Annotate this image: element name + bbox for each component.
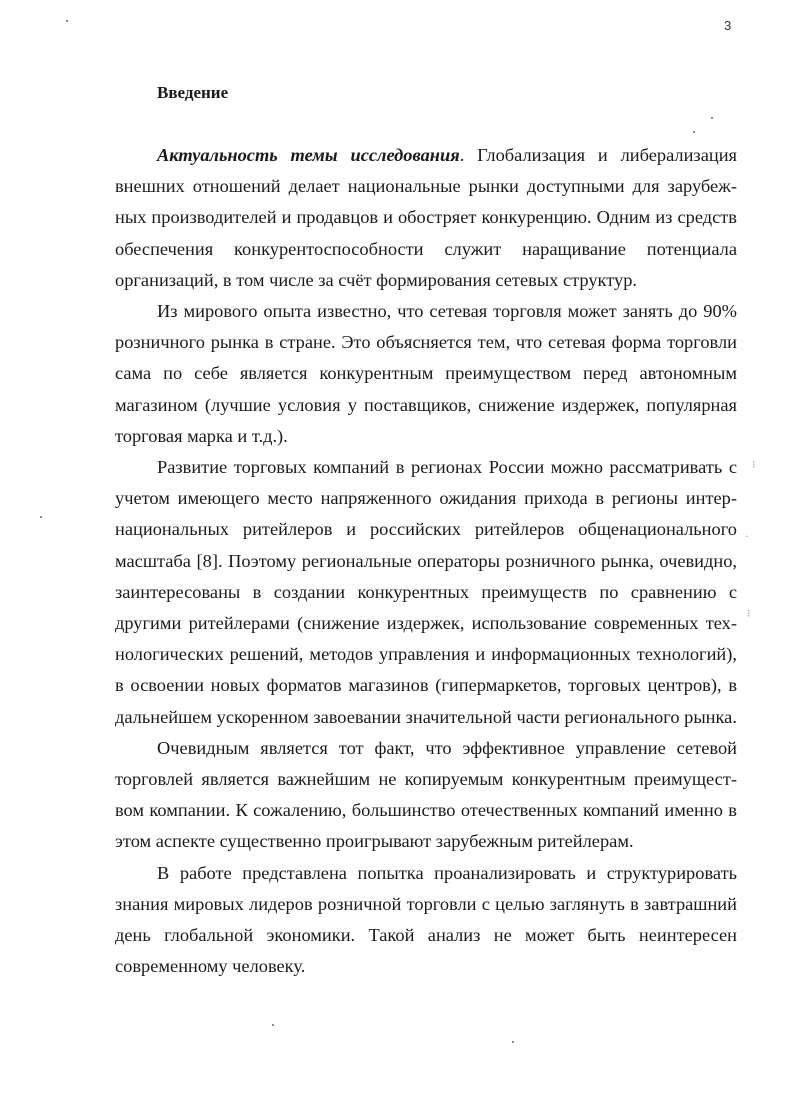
scan-edge-mark: ⁝ [747,607,751,620]
scan-speck [272,1024,274,1026]
section-heading: Введение [157,83,229,102]
paragraph-regional-development: Развитие торговых компаний в регионах России можно рассматривать с учетом имеющего место напряженного ожидания прихода в регионы интернациональных ритейлеров и российских ритейлеров общенационального масштаба [8]. Поэтому региональные операторы розничного рынка, очевидно, заинтересованы в создании конкурентных преимуществ по сравнению с другими ритейлерами (снижение издержек, использование современных технологических решений, методов управления и информационных технологий), в освоении новых форматов магазинов (гипермаркетов, торговых центров), в дальнейшем ускоренном завоевании значительной части регионального рынка. [115,457,737,727]
paragraph-lead: Актуальность темы исследования [157,145,460,165]
paragraph-relevance [115,140,737,296]
paragraph-network-management: Очевидным является тот факт, что эффективное управление сетевой торговлей является важнейшим не копируемым конкурентным преимуществом компании. К сожалению, большинство отечественных компаний именно в этом аспекте существенно проигрывают зарубежным ритейлерам. [115,737,737,852]
scan-speck [711,117,713,119]
page-number: 3 [724,18,732,33]
scan-speck [693,131,695,133]
scan-speck [66,20,68,22]
paragraph-work-goal: В работе представлена попытка проанализировать и структурировать знания мировых лидеров розничной торговли с целью заглянуть в завтрашний день глобальной экономики. Такой анализ не может быть неинтересен современному человеку. [115,862,737,977]
body-text [115,140,737,982]
scan-speck [512,1041,514,1043]
scan-speck [40,516,42,518]
paragraph-text: . Глобализация и либерализация внешних отношений делает национальные рынки доступными для зарубежных производителей и продавцов и обостряет конкуренцию. Одним из средств обеспечения конкурентоспособности служит наращивание потенциала организаций, в том числе за счёт формирования сетевых структур. [115,145,737,290]
paragraph-world-experience: Из мирового опыта известно, что сетевая торговля может занять до 90% розничного рынка в стране. Это объясняется тем, что сетевая форма торговли сама по себе является конкурентным преимуществом перед автономным магазином (лучшие условия у поставщиков, снижение издержек, популярная торговая марка и т.д.). [115,301,737,446]
scan-edge-mark: · [745,530,749,543]
scan-edge-mark: ⁝ [752,458,756,471]
